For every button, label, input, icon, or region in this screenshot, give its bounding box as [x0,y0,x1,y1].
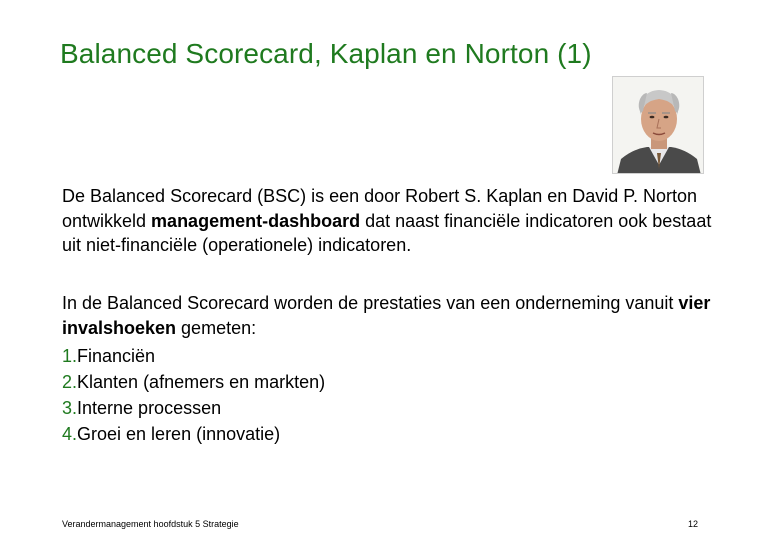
list-item [62,395,325,421]
list-item [62,369,325,395]
list-item-text: Klanten (afnemers en markten) [77,372,326,392]
slide-title: Balanced Scorecard, Kaplan en Norton (1) [60,38,592,69]
list-item-text: Financiën [77,346,156,366]
intro-bold-term: management-dashboard [151,210,361,231]
page-number: 12 [688,519,699,529]
footer-course-label: Verandermanagement hoofdstuk 5 Strategie [62,519,239,529]
perspectives-paragraph [62,291,722,340]
intro-text: De Balanced Scorecard (BSC) is een door Robert S. Kaplan en David P. Norton ontwikkeld [62,186,698,231]
list-number: 1. [62,346,78,366]
perspectives-list [62,343,325,447]
perspectives-text-end: gemeten: [176,317,257,338]
portrait-photo [612,76,704,174]
perspectives-text: In de Balanced Scorecard worden de prestaties van een onderneming vanuit [62,293,679,313]
list-item-text: Interne processen [77,398,222,418]
list-item-text: Groei en leren (innovatie) [77,424,281,444]
intro-paragraph [62,184,722,258]
person-portrait-icon [613,77,704,174]
list-item [62,343,325,369]
list-item [62,421,325,447]
intro-text-end: dat naast financiële indicatoren ook bestaat uit niet-financiële (operationele) indicatoren. [62,210,712,255]
list-number: 4. [62,424,78,444]
perspectives-bold-term: vier invalshoeken [62,293,711,338]
list-number: 3. [62,398,78,418]
list-number: 2. [62,372,78,392]
